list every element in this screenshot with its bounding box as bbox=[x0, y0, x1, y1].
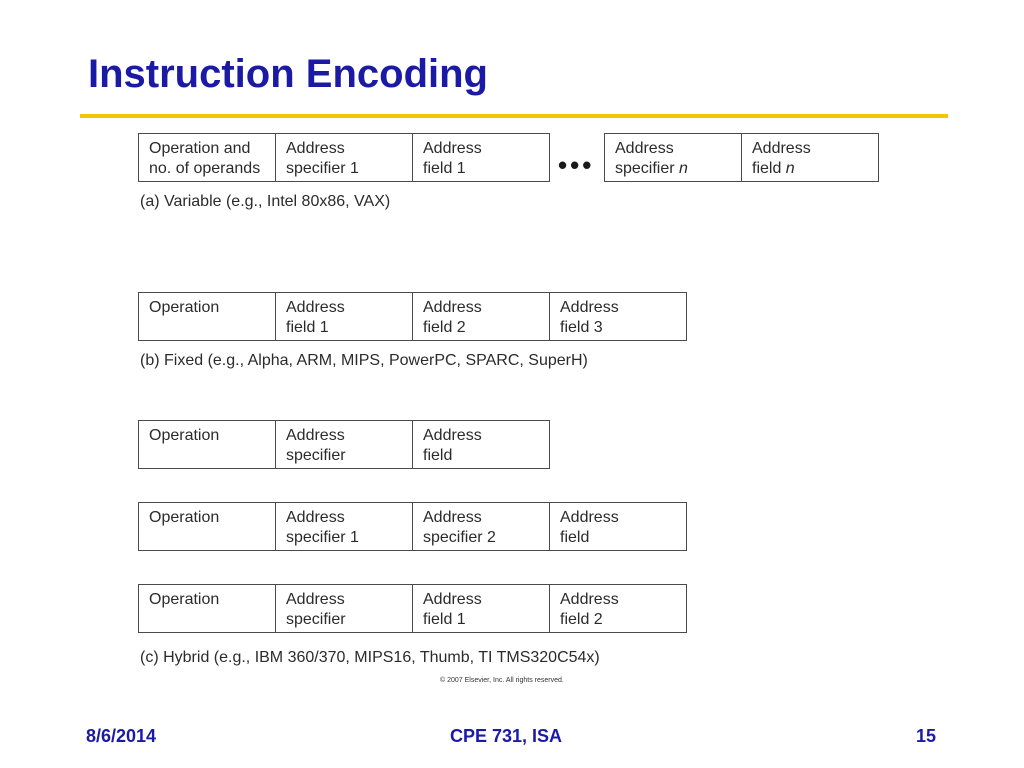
field-address-field-2: Address field 2 bbox=[413, 293, 550, 341]
variable-format-left bbox=[138, 133, 550, 182]
footer-page-number: 15 bbox=[916, 726, 937, 746]
field-address-field-1: Address field 1 bbox=[413, 585, 550, 633]
field-operation-and-operands: Operation and no. of operands bbox=[139, 134, 276, 182]
field-operation: Operation bbox=[139, 421, 276, 469]
field-address-field-3: Address field 3 bbox=[550, 293, 687, 341]
field-operation: Operation bbox=[139, 585, 276, 633]
caption-variable: (a) Variable (e.g., Intel 80x86, VAX) bbox=[140, 193, 391, 210]
ellipsis-dots: ••• bbox=[558, 150, 595, 180]
fixed-format bbox=[138, 292, 687, 341]
field-address-specifier-2: Address specifier 2 bbox=[413, 503, 550, 551]
slide-title: Instruction Encoding bbox=[88, 52, 488, 96]
caption-fixed: (b) Fixed (e.g., Alpha, ARM, MIPS, PowerPC, SPARC, SuperH) bbox=[140, 352, 588, 369]
field-address-specifier-n: Address specifier n bbox=[605, 134, 742, 182]
hybrid-format-3 bbox=[138, 584, 687, 633]
title-divider bbox=[80, 114, 948, 118]
field-address-specifier: Address specifier bbox=[276, 585, 413, 633]
field-address-specifier-1: Address specifier 1 bbox=[276, 503, 413, 551]
footer-date: 8/6/2014 bbox=[86, 726, 157, 746]
field-address-field-1: Address field 1 bbox=[276, 293, 413, 341]
hybrid-format-1 bbox=[138, 420, 550, 469]
field-address-specifier-1: Address specifier 1 bbox=[276, 134, 413, 182]
field-address-field-n: Address field n bbox=[742, 134, 879, 182]
field-address-field-1: Address field 1 bbox=[413, 134, 550, 182]
variable-format-right bbox=[604, 133, 879, 182]
field-address-field: Address field bbox=[550, 503, 687, 551]
field-operation: Operation bbox=[139, 503, 276, 551]
copyright-notice: © 2007 Elsevier, Inc. All rights reserved. bbox=[440, 677, 564, 684]
footer-course: CPE 731, ISA bbox=[450, 726, 563, 746]
field-address-field-2: Address field 2 bbox=[550, 585, 687, 633]
hybrid-format-2 bbox=[138, 502, 687, 551]
caption-hybrid: (c) Hybrid (e.g., IBM 360/370, MIPS16, Thumb, TI TMS320C54x) bbox=[140, 649, 600, 666]
field-address-specifier: Address specifier bbox=[276, 421, 413, 469]
field-operation: Operation bbox=[139, 293, 276, 341]
field-address-field: Address field bbox=[413, 421, 550, 469]
